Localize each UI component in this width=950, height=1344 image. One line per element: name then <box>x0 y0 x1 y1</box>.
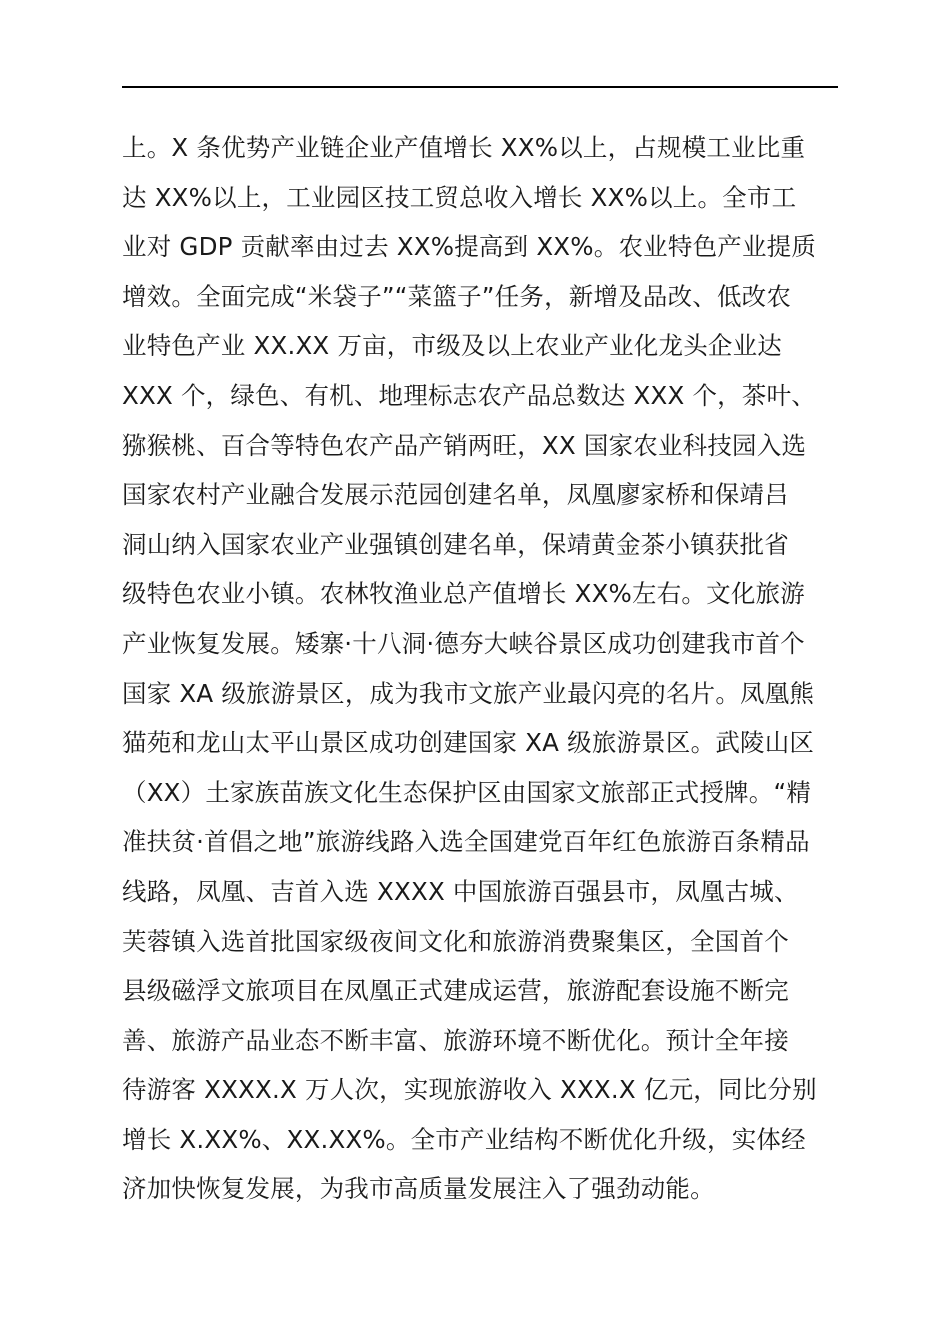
text-line: 增效。全面完成“米袋子”“菜篮子”任务，新增及品改、低改农 <box>122 281 792 311</box>
text-line: 济加快恢复发展，为我市高质量发展注入了强劲动能。 <box>122 1174 715 1204</box>
text-line: 洞山纳入国家农业产业强镇创建名单，保靖黄金茶小镇获批省 <box>122 529 789 559</box>
text-line: 产业恢复发展。矮寨·十八洞·德夯大峡谷景区成功创建我市首个 <box>122 628 805 658</box>
text-line: 上。X 条优势产业链企业产值增长 XX%以上，占规模工业比重 <box>122 133 806 162</box>
text-line: 芙蓉镇入选首批国家级夜间文化和旅游消费聚集区，全国首个 <box>122 926 789 956</box>
header-rule <box>122 86 838 88</box>
text-line: 业对 GDP 贡献率由过去 XX%提高到 XX%。农业特色产业提质 <box>122 232 817 262</box>
text-line: 增长 X.XX%、XX.XX%。全市产业结构不断优化升级，实体经 <box>122 1124 806 1154</box>
text-line: 猫苑和龙山太平山景区成功创建国家 XA 级旅游景区。武陵山区 <box>122 728 815 758</box>
text-line: 待游客 XXXX.X 万人次，实现旅游收入 XXX.X 亿元，同比分别 <box>122 1075 817 1105</box>
text-line: 猕猴桃、百合等特色农产品产销两旺，XX 国家农业科技园入选 <box>122 430 807 460</box>
text-line: （XX）土家族苗族文化生态保护区由国家文旅部正式授牌。“精 <box>122 777 812 807</box>
text-line: 业特色产业 XX.XX 万亩，市级及以上农业产业化龙头企业达 <box>122 331 782 361</box>
text-line: XXX 个，绿色、有机、地理标志农产品总数达 XXX 个，茶叶、 <box>122 380 816 410</box>
text-line: 县级磁浮文旅项目在凤凰正式建成运营，旅游配套设施不断完 <box>122 976 789 1006</box>
text-line: 达 XX%以上，工业园区技工贸总收入增长 XX%以上。全市工 <box>122 182 797 212</box>
text-line: 线路，凤凰、吉首入选 XXXX 中国旅游百强县市，凤凰古城、 <box>122 876 799 906</box>
text-line: 国家农村产业融合发展示范园创建名单，凤凰廖家桥和保靖吕 <box>122 480 789 510</box>
text-line: 准扶贫·首倡之地”旅游线路入选全国建党百年红色旅游百条精品 <box>122 827 810 857</box>
body-paragraph <box>122 123 838 1214</box>
text-line: 级特色农业小镇。农林牧渔业总产值增长 XX%左右。文化旅游 <box>122 579 805 609</box>
text-line: 国家 XA 级旅游景区，成为我市文旅产业最闪亮的名片。凤凰熊 <box>122 678 815 708</box>
text-line: 善、旅游产品业态不断丰富、旅游环境不断优化。预计全年接 <box>122 1025 789 1055</box>
